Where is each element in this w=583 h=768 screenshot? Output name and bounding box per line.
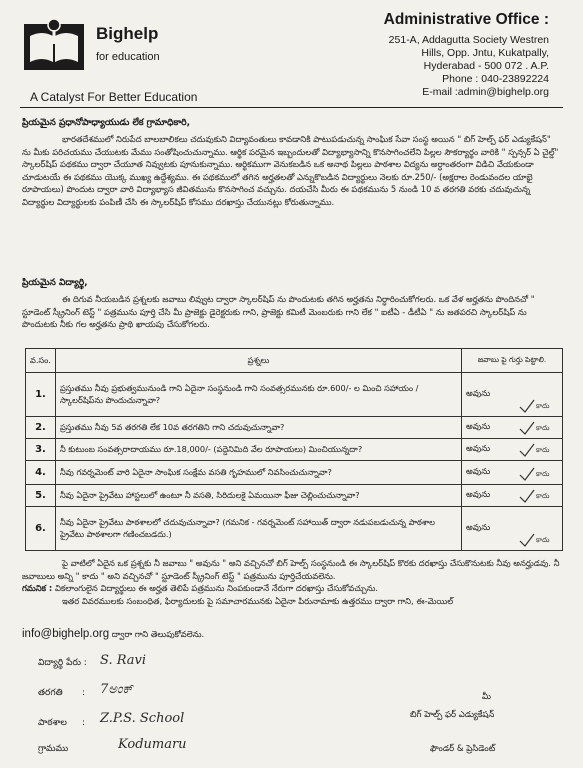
village-value[interactable]: Kodumaru bbox=[118, 737, 187, 752]
answer-cell bbox=[462, 373, 563, 417]
office-line: Hyderabad - 500 072 . A.P. bbox=[423, 60, 549, 72]
handwritten-tick-icon bbox=[518, 442, 552, 457]
col-header-question: ప్రశ్నలు bbox=[55, 349, 461, 373]
handwritten-tick-icon bbox=[518, 488, 552, 503]
row-question: నీవు గవర్నమెంట్ వారి ఏదైనా సాంఘిక సంక్షేమ వసతి గృహములో నివసించుచున్నావా? bbox=[55, 461, 461, 485]
email-line bbox=[22, 628, 204, 642]
table-row bbox=[26, 461, 563, 485]
note-label: గమనిక : bbox=[22, 583, 53, 594]
answer-yes-label: అవును bbox=[466, 490, 491, 500]
class-label: తరగతి bbox=[38, 688, 63, 698]
row-question: ప్రస్తుతము నీవు ప్రభుత్వమునుండి గాని ఏదైనా సంస్థనుండి గాని సంవత్సరమునకు రూ.600/- ల మించి సహాయం / స్కాలర్‌షిప్‌ను పొందుచున్నావా? bbox=[55, 373, 461, 417]
class-value[interactable]: 7ಅಂಕ್ bbox=[100, 682, 133, 697]
row-question: నీవు ఏదైనా ప్రైవేటు హాస్టలులో ఉంటూ నీ వసతి, సిరిదులకై ఏమయినా ఫీజు చెల్లించుచున్నావా? bbox=[55, 485, 461, 507]
contact-email-link[interactable]: info@bighelp.org bbox=[22, 628, 110, 640]
row-number: 5. bbox=[26, 485, 56, 507]
intro-paragraph-text: భారతదేశములో నిరుపేద బాలబాలికలు చదువుకుని విద్యావంతులు కావడానికి పాటుపడుచున్న సాంఘిక సేవా సంస్థ అయిన " బిగ్ హెల్ప్ ఫర్ ఎడ్యుకేషన్" ను మీకు పరిచయము చేయుటకు మేము సంతోషించుచున్నాము. ఆర్థిక పరమైన ఇబ్బందులతో విద్యాభ్యాసాన్ని కొనసాగించలేని పిల్లల సౌకర్యార్థం వారికి " స్పన్సర్ ఏ చైల్డ్" స్కాలర్‌షిప్ పథకము ద్వారా చేయూత నివ్వుటకు పూనుకున్నాము. ఆర్థికముగా వెనుకబడిన ఒక అనాథ పిల్లలు పాఠశాల విద్యను అర్ధాంతరంగా విడిచి వేయకుండా చూడుటయే ఈ పథకము యొక్క ముఖ్య ఉద్దేశ్యము. ఈ పథకములో తగిన అర్హతలతో ఎన్నుకొబడిన విద్యార్థులు నెలకు రూ.250/- (అక్షరాల రెండువందల యాభై రూపాయలు) పొందుట ద్వారా వారి విద్యాభ్యాస జీవితమును కొనసాగించ వచ్చును. దయచేసి మీరు ఈ పథకమును 5 నుండి 10 వ తరగతి వరకు చదువుచున్న విద్యార్థుల విద్యార్థులకు పంపిణీ చేసి ఈ స్కాలర్‌షిప్ కోసము దరఖాస్తు చేయునట్లు కోరుతున్నాము. bbox=[22, 134, 559, 207]
school-value[interactable]: Z.P.S. School bbox=[100, 711, 185, 726]
bighelp-logo-icon bbox=[24, 16, 84, 70]
signature-yours: మీ bbox=[482, 692, 491, 702]
office-phone: Phone : 040-23892224 bbox=[442, 73, 549, 85]
eligibility-table bbox=[25, 348, 563, 551]
ineligibility-text: పై వాటిలో ఏదైన ఒక ప్రశ్నకు నీ జవాబు " అవును " అని వచ్చినచో బిగ్ హెల్ప్ సంస్థనుండి ఈ స్కాలర్‌షిప్ కొరకు దరఖాస్తు చేసుకొనుటకు నీవు అనర్హుడవు. నీ జవాబులు అన్ని " కాదు " అని వచ్చినచో " స్టూడెంట్ స్క్రీనింగ్ టెస్ట్ " పత్రమును పూర్తిచేయవలెను. bbox=[22, 558, 560, 581]
student-name-label: విద్యార్థి పేరు : bbox=[38, 658, 87, 668]
answer-mark-text: కాదు bbox=[536, 470, 550, 478]
office-line: Hills, Opp. Jntu, Kukatpally, bbox=[421, 47, 549, 59]
answer-mark-text: కాదు bbox=[536, 424, 550, 432]
row-number: 6. bbox=[26, 507, 56, 551]
student-paragraph bbox=[22, 293, 562, 331]
answer-mark-text: కాదు bbox=[536, 492, 550, 500]
office-line: 251-A, Addagutta Society Westren bbox=[388, 34, 549, 46]
table-row bbox=[26, 373, 563, 417]
answer-yes-label: అవును bbox=[466, 389, 491, 399]
signature-organization: బిగ్ హెల్ప్ ఫర్ ఎడ్యుకేషన్ bbox=[410, 710, 495, 720]
answer-mark-text: కాదు bbox=[536, 536, 550, 544]
handwritten-tick-icon bbox=[518, 532, 552, 547]
note-line bbox=[22, 582, 562, 595]
class-colon: : bbox=[82, 688, 86, 698]
answer-mark-text: కాదు bbox=[536, 446, 550, 454]
brand-name: Bighelp bbox=[96, 24, 159, 43]
answer-mark-text: కాదు bbox=[536, 402, 550, 410]
office-address bbox=[329, 10, 549, 99]
answer-cell bbox=[462, 439, 563, 461]
brand-subtitle: for education bbox=[96, 51, 160, 63]
answer-yes-label: అవును bbox=[466, 467, 491, 477]
col-header-answer: జవాబు పై గుర్తు పెట్టాలి. bbox=[462, 349, 563, 373]
row-question: ప్రస్తుతము నీవు 5వ తరగతి లేక 10వ తరగతిని గాని చదువుచున్నావా? bbox=[55, 417, 461, 439]
answer-cell bbox=[462, 507, 563, 551]
table-header-row bbox=[26, 349, 563, 373]
header-divider bbox=[20, 107, 563, 108]
handwritten-tick-icon bbox=[518, 420, 552, 435]
signature-title: ఫౌండర్ & ప్రెసిడెంట్ bbox=[430, 744, 496, 754]
answer-yes-label: అవును bbox=[466, 422, 491, 432]
row-number: 3. bbox=[26, 439, 56, 461]
row-number: 1. bbox=[26, 373, 56, 417]
table-row bbox=[26, 507, 563, 551]
answer-cell bbox=[462, 461, 563, 485]
email-tail-text: ద్వారా గాని తెలుపుకోవలెను. bbox=[111, 629, 205, 639]
office-title: Administrative Office : bbox=[383, 11, 549, 28]
row-number: 4. bbox=[26, 461, 56, 485]
answer-yes-label: అవును bbox=[466, 523, 491, 533]
col-header-number: వ.సం. bbox=[26, 349, 56, 373]
ineligibility-paragraph bbox=[22, 557, 562, 607]
answer-cell bbox=[462, 485, 563, 507]
office-email: E-mail :admin@bighelp.org bbox=[422, 86, 549, 98]
table-row bbox=[26, 485, 563, 507]
row-question: నీవు ఏదైనా ప్రైవేటు పాఠశాలలో చదువుచున్నావా? (గమనిక - గవర్నమెంట్ సహాయిత్ ద్వారా నడుపబడుచున్న పాఠశాల ప్రైవేటు పాఠశాలగా గణించబడదు.) bbox=[55, 507, 461, 551]
greeting-headmaster: ప్రియమైన ప్రధానోపాధ్యాయుడు లేక గ్రామాధికారి, bbox=[22, 118, 191, 128]
handwritten-tick-icon bbox=[518, 466, 552, 481]
village-label: గ్రామము bbox=[38, 744, 69, 754]
student-paragraph-text: ఈ దిగువ నీయబడిన ప్రశ్నలకు జవాబు లివ్వుట ద్వారా స్కాలర్‌షిప్ ను పొందుటకు తగిన అర్హతను నిర్ధారించుకోగలరు. ఒక వేళ అర్హతను పొందినచో " స్టూడెంట్ స్క్రీనింగ్ టెస్ట్ " పత్రమును పూర్తి చేసి మీ ప్రాజెక్టు డైరెక్టరుకు గాని, ప్రాజెక్టు కమిటీ మెంబరుకు గాని లేక " ఐటీఏ - డీటీఏ " ను జతపరచి స్కాలర్‌షిప్ ను పొందుటకు నీకు గల అర్హతను ప్రాథి ఖాయపు చేసుకోగలరు. bbox=[22, 294, 535, 330]
table-row bbox=[26, 417, 563, 439]
school-label: పాఠశాల bbox=[38, 718, 67, 728]
answer-yes-label: అవును bbox=[466, 444, 491, 454]
school-colon: : bbox=[82, 718, 86, 728]
row-number: 2. bbox=[26, 417, 56, 439]
answer-cell bbox=[462, 417, 563, 439]
intro-paragraph bbox=[22, 133, 562, 209]
row-question: నీ కుటుంబ సంవత్సరాదాయము రూ.18,000/- (పద్దెనిమిది వేల రూపాయలు) మించియున్నదా? bbox=[55, 439, 461, 461]
student-name-value[interactable]: S. Ravi bbox=[100, 653, 147, 668]
handwritten-tick-icon bbox=[518, 398, 552, 413]
tagline: A Catalyst For Better Education bbox=[30, 90, 198, 104]
note-text: వికలాంగులైన విద్యార్థులు ఈ అర్హత తెలిపే పత్రమును నింపకుండానే నేరుగా దరఖాస్తు చేసుకోవచ్చును. bbox=[54, 583, 379, 594]
greeting-student: ప్రియమైన విద్యార్థి, bbox=[22, 278, 88, 288]
contact-text: ఇతర వివరములకు సంబంధిత, ఫిర్యాదులకు పై సమాచారమునకు ఏదైనా పిరునామాకు ఉత్తరము ద్వారా గాని, ఈ-మెయిల్ bbox=[62, 595, 454, 606]
table-row bbox=[26, 439, 563, 461]
